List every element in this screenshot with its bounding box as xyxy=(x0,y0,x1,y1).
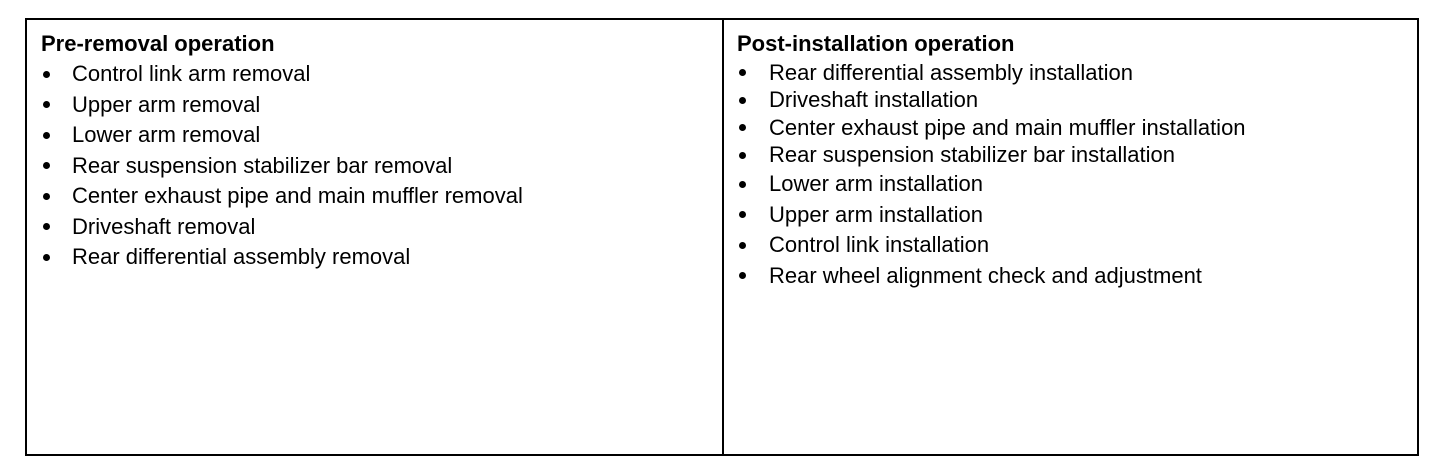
list-item-text: Rear suspension stabilizer bar removal xyxy=(72,152,453,178)
list-item xyxy=(41,181,722,212)
list-item xyxy=(41,59,722,90)
list-item xyxy=(41,90,722,121)
pre-removal-column xyxy=(27,20,724,454)
bullet-icon xyxy=(43,71,50,78)
bullet-icon xyxy=(43,193,50,200)
list-item xyxy=(41,242,722,273)
list-item xyxy=(737,261,1417,292)
bullet-icon xyxy=(43,132,50,139)
list-item-text: Rear differential assembly installation xyxy=(769,59,1133,85)
bullet-icon xyxy=(739,69,746,76)
bullet-icon xyxy=(43,223,50,230)
list-item-text: Center exhaust pipe and main muffler installation xyxy=(769,114,1246,140)
list-item xyxy=(737,142,1417,170)
bullet-icon xyxy=(739,272,746,279)
list-item-text: Driveshaft installation xyxy=(769,87,979,113)
list-item xyxy=(41,212,722,243)
bullet-icon xyxy=(739,152,746,159)
pre-removal-list xyxy=(41,59,722,273)
post-installation-heading: Post-installation operation xyxy=(737,31,1015,56)
list-item xyxy=(737,114,1417,142)
bullet-icon xyxy=(739,124,746,131)
list-item-text: Lower arm installation xyxy=(769,171,983,197)
list-item-text: Rear suspension stabilizer bar installation xyxy=(769,142,1175,168)
list-item-text: Center exhaust pipe and main muffler removal xyxy=(72,183,523,209)
bullet-icon xyxy=(739,181,746,188)
bullet-icon xyxy=(43,101,50,108)
list-item xyxy=(737,230,1417,261)
post-installation-list xyxy=(737,59,1417,291)
bullet-icon xyxy=(739,211,746,218)
list-item xyxy=(41,151,722,182)
list-item-text: Lower arm removal xyxy=(72,122,261,148)
bullet-icon xyxy=(43,254,50,261)
operations-table xyxy=(25,18,1419,456)
bullet-icon xyxy=(739,242,746,249)
list-item-text: Upper arm installation xyxy=(769,201,983,227)
list-item xyxy=(737,87,1417,115)
list-item-text: Rear wheel alignment check and adjustment xyxy=(769,262,1202,288)
list-item-text: Driveshaft removal xyxy=(72,213,256,239)
list-item-text: Upper arm removal xyxy=(72,91,261,117)
post-installation-column xyxy=(724,20,1417,454)
list-item-text: Rear differential assembly removal xyxy=(72,244,411,270)
list-item xyxy=(737,169,1417,200)
pre-removal-heading: Pre-removal operation xyxy=(41,31,275,56)
list-item xyxy=(737,200,1417,231)
list-item-text: Control link installation xyxy=(769,232,990,258)
bullet-icon xyxy=(43,162,50,169)
list-item-text: Control link arm removal xyxy=(72,61,311,87)
list-item xyxy=(737,59,1417,87)
list-item xyxy=(41,120,722,151)
bullet-icon xyxy=(739,97,746,104)
